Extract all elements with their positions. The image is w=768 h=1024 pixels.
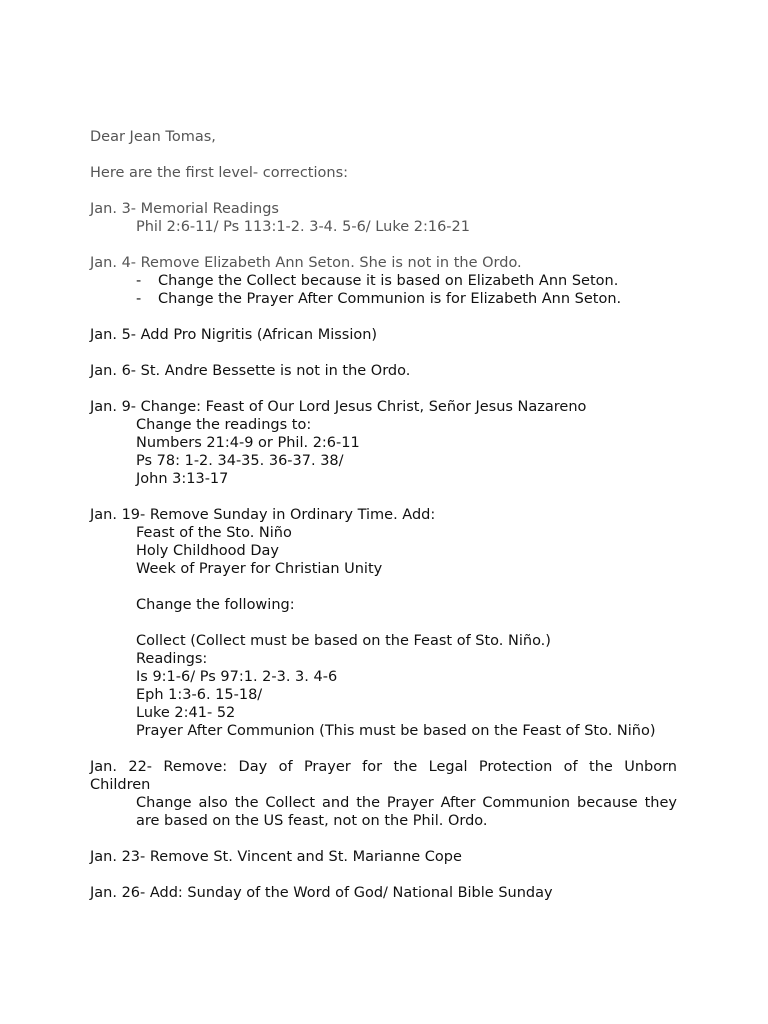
jan9-line: John 3:13-17: [136, 471, 229, 487]
jan23-heading: Jan. 23- Remove St. Vincent and St. Marianne Cope: [90, 849, 462, 865]
jan19-change-item: Collect (Collect must be based on the Feast of Sto. Niño.): [136, 633, 551, 649]
jan19-change-item: Readings:: [136, 651, 208, 667]
jan9-line: Ps 78: 1-2. 34-35. 36-37. 38/: [136, 453, 344, 469]
jan22-heading-line2: Children: [90, 777, 151, 793]
jan3-heading: Jan. 3- Memorial Readings: [90, 201, 279, 217]
jan22-heading-line1: Jan. 22- Remove: Day of Prayer for the Legal Protection of the Unborn: [90, 759, 677, 775]
jan9-line: Numbers 21:4-9 or Phil. 2:6-11: [136, 435, 360, 451]
jan19-change-item: Is 9:1-6/ Ps 97:1. 2-3. 3. 4-6: [136, 669, 338, 685]
jan19-add-item: Holy Childhood Day: [136, 543, 279, 559]
jan19-change-item: Luke 2:41- 52: [136, 705, 236, 721]
jan19-heading: Jan. 19- Remove Sunday in Ordinary Time. Add:: [90, 507, 436, 523]
jan19-add-item: Feast of the Sto. Niño: [136, 525, 292, 541]
jan9-line: Change the readings to:: [136, 417, 312, 433]
jan3-readings: Phil 2:6-11/ Ps 113:1-2. 3-4. 5-6/ Luke 2:16-21: [136, 219, 470, 235]
jan22-note-line1: Change also the Collect and the Prayer After Communion because they: [136, 795, 677, 811]
jan4-bullet-1: - Change the Collect because it is based on Elizabeth Ann Seton.: [136, 273, 619, 289]
jan4-bullet-2: - Change the Prayer After Communion is for Elizabeth Ann Seton.: [136, 291, 622, 307]
letter-body: [90, 128, 677, 902]
jan4-heading: Jan. 4- Remove Elizabeth Ann Seton. She is not in the Ordo.: [90, 255, 522, 271]
dash-bullet: -: [136, 291, 142, 307]
jan19-change-item: Eph 1:3-6. 15-18/: [136, 687, 263, 703]
jan9-heading: Jan. 9- Change: Feast of Our Lord Jesus Christ, Señor Jesus Nazareno: [90, 399, 587, 415]
dash-bullet: -: [136, 273, 142, 289]
intro-line: Here are the first level- corrections:: [90, 165, 349, 181]
jan26-heading: Jan. 26- Add: Sunday of the Word of God/ National Bible Sunday: [90, 885, 553, 901]
jan6-heading: Jan. 6- St. Andre Bessette is not in the Ordo.: [90, 363, 411, 379]
greeting: Dear Jean Tomas,: [90, 129, 216, 145]
jan19-add-item: Week of Prayer for Christian Unity: [136, 561, 383, 577]
jan19-change-heading: Change the following:: [136, 597, 295, 613]
jan22-note-line2: are based on the US feast, not on the Phil. Ordo.: [136, 813, 488, 829]
jan19-change-item: Prayer After Communion (This must be based on the Feast of Sto. Niño): [136, 723, 656, 739]
jan5-heading: Jan. 5- Add Pro Nigritis (African Mission): [90, 327, 378, 343]
